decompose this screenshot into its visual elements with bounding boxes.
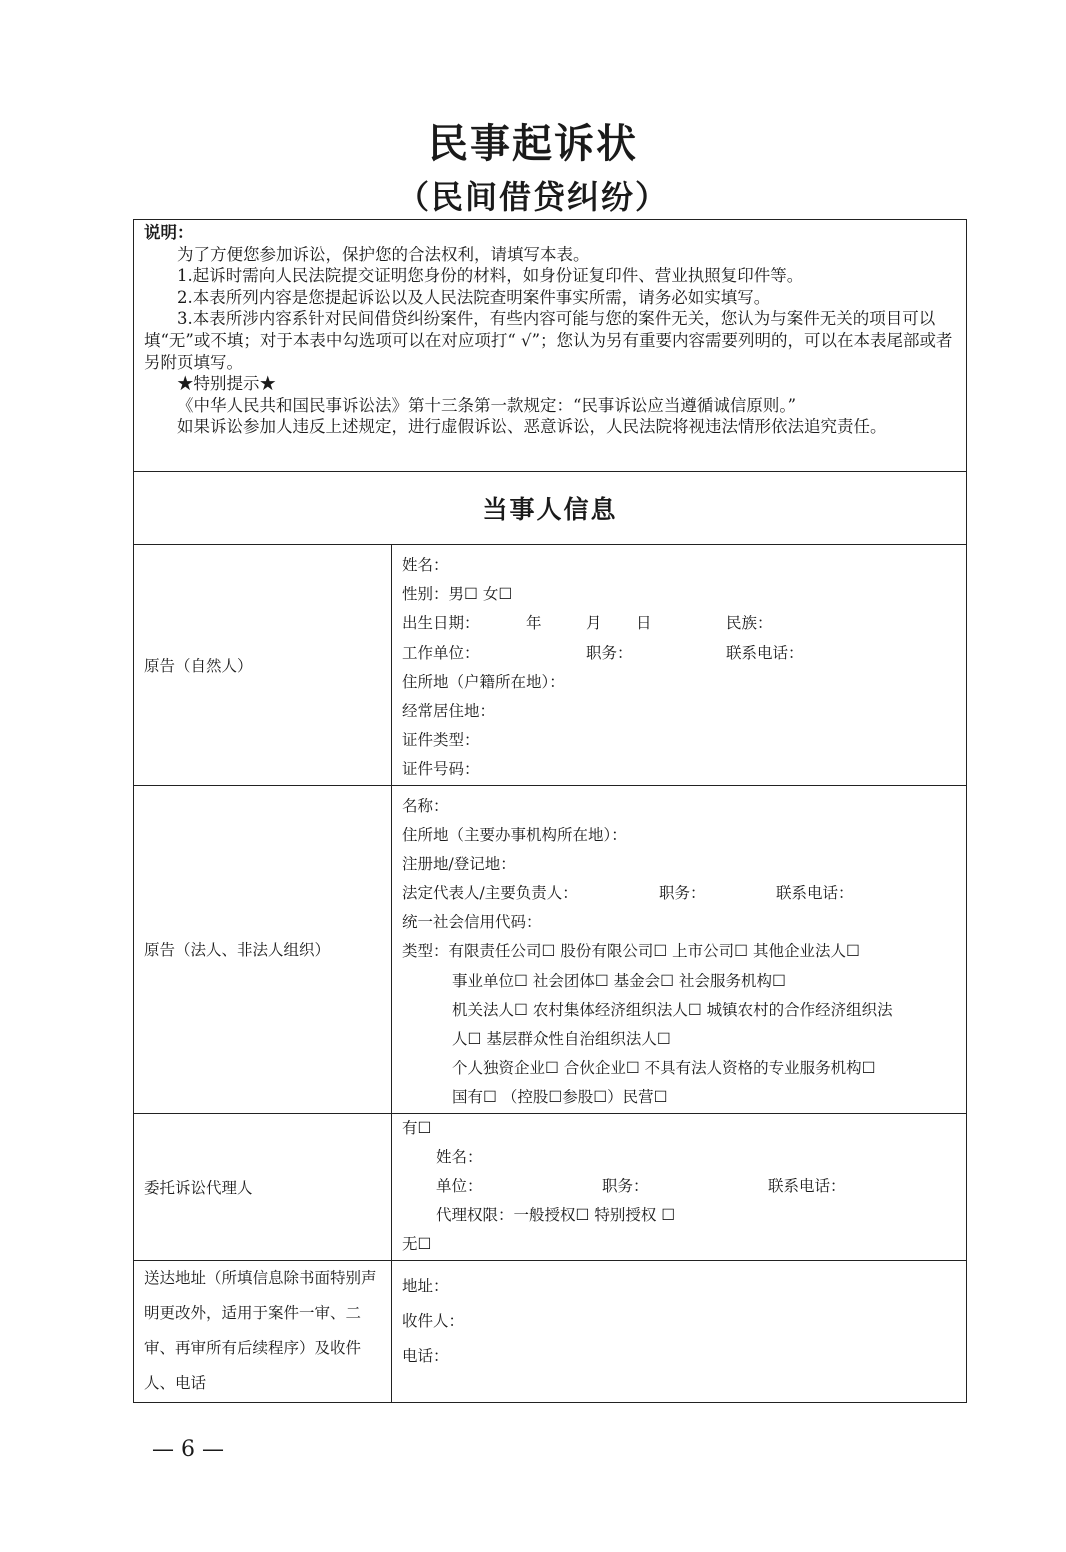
org-domicile-field[interactable]: 住所地（主要办事机构所在地）：	[402, 825, 627, 844]
org-type-row[interactable]: 类型：有限责任公司☐ 股份有限公司☐ 上市公司☐ 其他企业法人☐	[402, 942, 860, 961]
representative-row	[402, 879, 956, 908]
notes-line: 3.本表所涉内容系针对民间借贷纠纷案件，有些内容可能与您的案件无关，您认为与案件无关的项目可以填“无”或不填；对于本表中勾选项可以在对应项打“ √”；您认为另有重要内容需要列明的，可以在本表尾部或者另附页填写。	[144, 309, 953, 372]
section-title: 当事人信息	[134, 472, 967, 545]
org-type-row[interactable]: 机关法人☐ 农村集体经济组织法人☐ 城镇农村的合作经济组织法	[452, 1000, 893, 1019]
id-number-field[interactable]: 证件号码：	[402, 760, 480, 779]
year-label: 年	[526, 614, 542, 633]
recipient-field[interactable]: 收件人：	[402, 1311, 465, 1330]
special-notice-heading: ★特别提示★	[177, 374, 276, 394]
agent-phone-label: 联系电话：	[768, 1176, 846, 1195]
complaint-form-table	[133, 219, 967, 1403]
plaintiff-legal-fields	[392, 785, 967, 1113]
notes-line: 1.起诉时需向人民法院提交证明您身份的材料，如身份证复印件、营业执照复印件等。	[177, 266, 804, 286]
day-label: 日	[636, 614, 652, 633]
form-title: 民事起诉状	[428, 121, 638, 167]
plaintiff-natural-label: 原告（自然人）	[134, 545, 392, 786]
org-type-row[interactable]: 人☐ 基层群众性自治组织法人☐	[452, 1030, 671, 1048]
phone-label: 联系电话：	[776, 884, 854, 903]
service-fields	[392, 1260, 967, 1402]
service-phone-field[interactable]: 电话：	[402, 1346, 449, 1365]
notes-heading: 说明：	[144, 223, 194, 242]
service-address-field[interactable]: 地址：	[402, 1276, 449, 1295]
birth-label: 出生日期：	[402, 614, 480, 633]
form-subtitle: （民间借贷纠纷）	[396, 178, 669, 216]
agent-label: 委托诉讼代理人	[134, 1113, 392, 1260]
ethnicity-label: 民族：	[726, 614, 773, 633]
org-name-field[interactable]: 名称：	[402, 796, 449, 815]
notes-line: 为了方便您参加诉讼，保护您的合法权利，请填写本表。	[177, 244, 590, 264]
agent-unit-row	[402, 1172, 956, 1201]
notes-box	[134, 220, 967, 472]
agent-authority-row[interactable]: 代理权限：一般授权☐ 特别授权 ☐	[436, 1206, 676, 1225]
agent-yes-checkbox[interactable]: 有☐	[402, 1118, 432, 1137]
gender-field[interactable]: 性别：男☐ 女☐	[402, 585, 513, 604]
org-type-row[interactable]: 个人独资企业☐ 合伙企业☐ 不具有法人资格的专业服务机构☐	[452, 1059, 876, 1078]
residence-field[interactable]: 经常居住地：	[402, 701, 496, 720]
notes-line: 《中华人民共和国民事诉讼法》第十三条第一款规定：“民事诉讼应当遵循诚信原则。”	[177, 395, 797, 415]
work-row	[402, 639, 956, 668]
service-address-label: 送达地址（所填信息除书面特别声明更改外，适用于案件一审、二审、再审所有后续程序）及收件人、电话	[134, 1260, 392, 1402]
plaintiff-natural-fields	[392, 545, 967, 786]
work-unit-label: 工作单位：	[402, 643, 480, 662]
agent-fields	[392, 1113, 967, 1260]
credit-code-field[interactable]: 统一社会信用代码：	[402, 913, 542, 932]
plaintiff-legal-label: 原告（法人、非法人组织）	[134, 785, 392, 1113]
agent-name-field[interactable]: 姓名：	[436, 1147, 483, 1166]
agent-unit-label: 单位：	[436, 1176, 483, 1195]
notes-line: 2.本表所列内容是您提起诉讼以及人民法院查明案件事实所需，请务必如实填写。	[177, 287, 771, 307]
birth-ethnicity-row	[402, 609, 956, 638]
id-type-field[interactable]: 证件类型：	[402, 731, 480, 750]
month-label: 月	[586, 614, 602, 633]
agent-no-checkbox[interactable]: 无☐	[402, 1235, 432, 1254]
registration-field[interactable]: 注册地/登记地：	[402, 854, 516, 873]
position-label: 职务：	[659, 884, 706, 903]
page-number: — 6 —	[152, 1437, 224, 1462]
domicile-field[interactable]: 住所地（户籍所在地）：	[402, 672, 565, 691]
agent-position-label: 职务：	[602, 1176, 649, 1195]
org-type-row[interactable]: 事业单位☐ 社会团体☐ 基金会☐ 社会服务机构☐	[452, 971, 786, 990]
notes-line: 如果诉讼参加人违反上述规定，进行虚假诉讼、恶意诉讼，人民法院将视违法情形依法追究责任。	[177, 417, 887, 437]
phone-label: 联系电话：	[726, 643, 804, 662]
representative-label: 法定代表人/主要负责人：	[402, 884, 578, 903]
position-label: 职务：	[586, 643, 633, 662]
name-field[interactable]: 姓名：	[402, 556, 449, 574]
org-type-row[interactable]: 国有☐ （控股☐参股☐）民营☐	[452, 1088, 668, 1107]
